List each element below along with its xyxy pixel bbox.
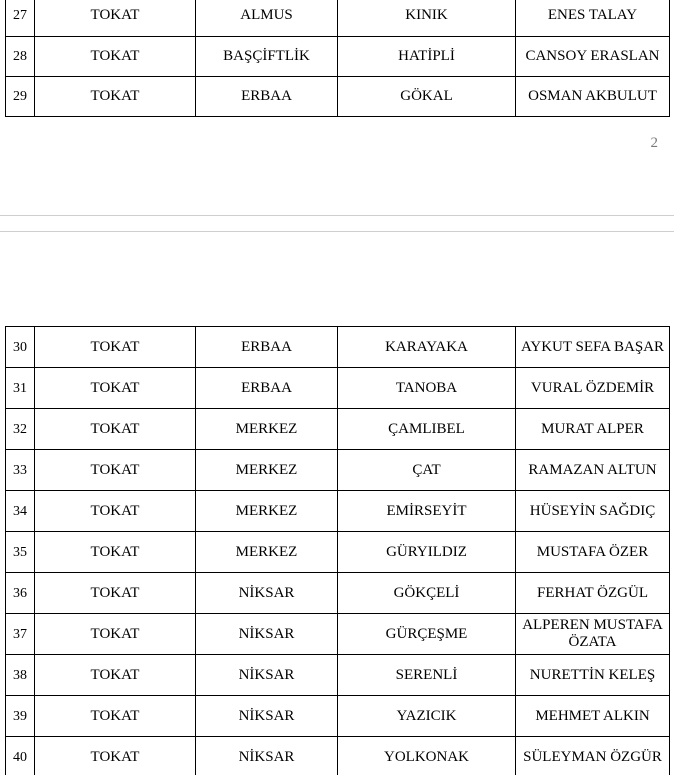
province-cell: TOKAT: [35, 409, 196, 450]
name-cell: OSMAN AKBULUT: [516, 77, 670, 117]
table-row: [6, 450, 670, 491]
table-body: [6, 327, 670, 775]
province-cell: TOKAT: [35, 655, 196, 696]
row-number: 32: [6, 409, 35, 450]
name-cell: RAMAZAN ALTUN: [516, 450, 670, 491]
name-cell: AYKUT SEFA BAŞAR: [516, 327, 670, 368]
table-row: [6, 368, 670, 409]
row-number: 28: [6, 37, 35, 77]
village-cell: ÇAT: [338, 450, 516, 491]
table-page-2: [5, 0, 670, 117]
table-row: [6, 696, 670, 737]
table-row: [6, 327, 670, 368]
row-number: 40: [6, 737, 35, 775]
village-cell: SERENLİ: [338, 655, 516, 696]
name-cell: ALPEREN MUSTAFA ÖZATA: [516, 614, 670, 655]
village-cell: GÜRYILDIZ: [338, 532, 516, 573]
table-row: [6, 532, 670, 573]
name-cell: CANSOY ERASLAN: [516, 37, 670, 77]
row-number: 31: [6, 368, 35, 409]
district-cell: ERBAA: [196, 327, 338, 368]
table-row: [6, 77, 670, 117]
name-cell: VURAL ÖZDEMİR: [516, 368, 670, 409]
row-number: 37: [6, 614, 35, 655]
row-number: 33: [6, 450, 35, 491]
table-row: [6, 614, 670, 655]
district-cell: ERBAA: [196, 77, 338, 117]
district-cell: MERKEZ: [196, 532, 338, 573]
table-row: [6, 37, 670, 77]
table-row: [6, 0, 670, 37]
name-cell: NURETTİN KELEŞ: [516, 655, 670, 696]
province-cell: TOKAT: [35, 368, 196, 409]
row-number: 30: [6, 327, 35, 368]
table-row: [6, 491, 670, 532]
table-page-3: [5, 326, 670, 775]
province-cell: TOKAT: [35, 573, 196, 614]
row-number: 35: [6, 532, 35, 573]
district-cell: NİKSAR: [196, 655, 338, 696]
district-cell: ERBAA: [196, 368, 338, 409]
province-cell: TOKAT: [35, 532, 196, 573]
province-cell: TOKAT: [35, 327, 196, 368]
table-row: [6, 655, 670, 696]
province-cell: TOKAT: [35, 37, 196, 77]
village-cell: HATİPLİ: [338, 37, 516, 77]
district-cell: MERKEZ: [196, 491, 338, 532]
table-row: [6, 737, 670, 775]
province-cell: TOKAT: [35, 450, 196, 491]
name-cell: HÜSEYİN SAĞDIÇ: [516, 491, 670, 532]
district-cell: NİKSAR: [196, 614, 338, 655]
village-cell: YOLKONAK: [338, 737, 516, 775]
village-cell: GÖKAL: [338, 77, 516, 117]
village-cell: KARAYAKA: [338, 327, 516, 368]
district-cell: MERKEZ: [196, 450, 338, 491]
village-cell: EMİRSEYİT: [338, 491, 516, 532]
table-row: [6, 573, 670, 614]
province-cell: TOKAT: [35, 491, 196, 532]
page-break: [0, 215, 674, 232]
district-cell: BAŞÇİFTLİK: [196, 37, 338, 77]
village-cell: GÖKÇELİ: [338, 573, 516, 614]
district-cell: NİKSAR: [196, 573, 338, 614]
name-cell: ENES TALAY: [516, 0, 670, 37]
name-cell: MURAT ALPER: [516, 409, 670, 450]
page-number: 2: [650, 135, 658, 151]
name-cell: MEHMET ALKIN: [516, 696, 670, 737]
row-number: 38: [6, 655, 35, 696]
district-cell: NİKSAR: [196, 737, 338, 775]
name-cell: SÜLEYMAN ÖZGÜR: [516, 737, 670, 775]
village-cell: TANOBA: [338, 368, 516, 409]
village-cell: GÜRÇEŞME: [338, 614, 516, 655]
district-cell: MERKEZ: [196, 409, 338, 450]
province-cell: TOKAT: [35, 696, 196, 737]
village-cell: ÇAMLIBEL: [338, 409, 516, 450]
province-cell: TOKAT: [35, 77, 196, 117]
table-row: [6, 409, 670, 450]
row-number: 36: [6, 573, 35, 614]
name-cell: FERHAT ÖZGÜL: [516, 573, 670, 614]
village-cell: KINIK: [338, 0, 516, 37]
province-cell: TOKAT: [35, 737, 196, 775]
row-number: 34: [6, 491, 35, 532]
district-cell: NİKSAR: [196, 696, 338, 737]
row-number: 27: [6, 0, 35, 37]
table-body: [6, 0, 670, 117]
village-cell: YAZICIK: [338, 696, 516, 737]
district-cell: ALMUS: [196, 0, 338, 37]
province-cell: TOKAT: [35, 614, 196, 655]
name-cell: MUSTAFA ÖZER: [516, 532, 670, 573]
row-number: 29: [6, 77, 35, 117]
row-number: 39: [6, 696, 35, 737]
province-cell: TOKAT: [35, 0, 196, 37]
